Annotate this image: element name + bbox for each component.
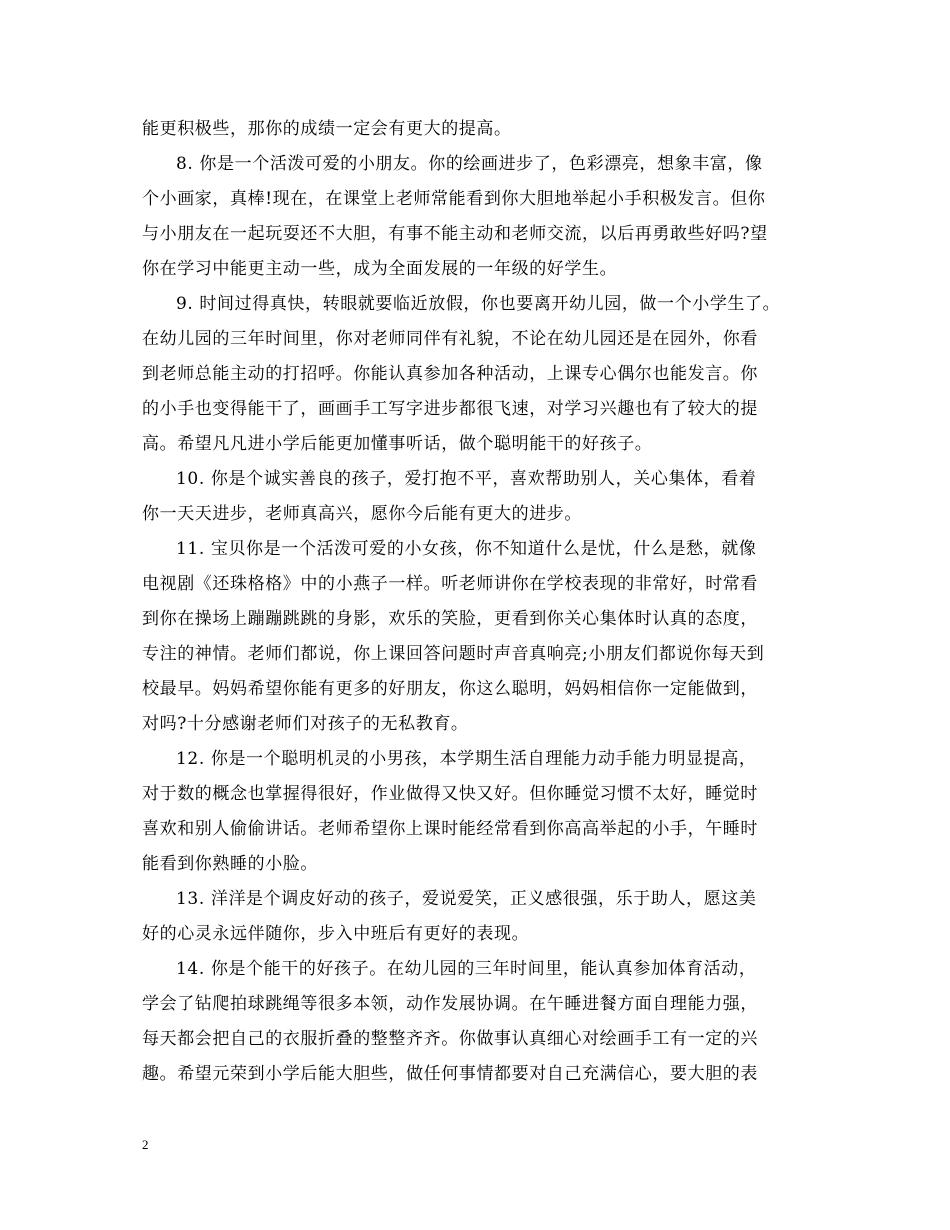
text-line: 到老师总能主动的打招呼。你能认真参加各种活动，上课专心偶尔也能发言。你 — [142, 364, 758, 384]
text-line: 12. 你是一个聪明机灵的小男孩，本学期生活自理能力动手能力明显提高， — [176, 749, 757, 769]
text-line: 你在学习中能更主动一些，成为全面发展的一年级的好学生。 — [142, 259, 618, 279]
text-line: 9. 时间过得真快，转眼就要临近放假，你也要离开幼儿园，做一个小学生了。 — [176, 294, 781, 314]
text-line: 每天都会把自己的衣服折叠的整整齐齐。你做事认真细心对绘画手工有一定的兴 — [142, 1029, 758, 1049]
text-line: 趣。希望元荣到小学后能大胆些，做任何事情都要对自己充满信心，要大胆的表 — [142, 1064, 758, 1084]
text-line: 13. 洋洋是个调皮好动的孩子，爱说爱笑，正义感很强，乐于助人，愿这美 — [176, 889, 757, 909]
text-line: 11. 宝贝你是一个活泼可爱的小女孩，你不知道什么是忧，什么是愁，就像 — [176, 539, 757, 559]
text-line: 10. 你是个诚实善良的孩子，爱打抱不平，喜欢帮助别人，关心集体，看着 — [176, 469, 757, 489]
text-line: 专注的神情。老师们都说，你上课回答问题时声音真响亮;小朋友们都说你每天到 — [142, 644, 765, 664]
text-line: 学会了钻爬拍球跳绳等很多本领，动作发展协调。在午睡进餐方面自理能力强， — [142, 994, 758, 1014]
text-line: 电视剧《还珠格格》中的小燕子一样。听老师讲你在学校表现的非常好，时常看 — [142, 574, 758, 594]
text-line: 对于数的概念也掌握得很好，作业做得又快又好。但你睡觉习惯不太好，睡觉时 — [142, 784, 758, 804]
text-line: 你一天天进步，老师真高兴，愿你今后能有更大的进步。 — [142, 504, 582, 524]
text-line: 对吗?十分感谢老师们对孩子的无私教育。 — [142, 714, 469, 734]
text-line: 好的心灵永远伴随你，步入中班后有更好的表现。 — [142, 924, 530, 944]
text-line: 校最早。妈妈希望你能有更多的好朋友，你这么聪明，妈妈相信你一定能做到， — [142, 679, 758, 699]
text-line: 8. 你是一个活泼可爱的小朋友。你的绘画进步了，色彩漂亮，想象丰富，像 — [176, 154, 763, 174]
text-line: 在幼儿园的三年时间里，你对老师同伴有礼貌，不论在幼儿园还是在园外，你看 — [142, 329, 758, 349]
text-line: 14. 你是个能干的好孩子。在幼儿园的三年时间里，能认真参加体育活动， — [176, 959, 757, 979]
text-line: 高。希望凡凡进小学后能更加懂事听话，做个聪明能干的好孩子。 — [142, 434, 653, 454]
text-line: 个小画家，真棒!现在，在课堂上老师常能看到你大胆地举起小手积极发言。但你 — [142, 189, 766, 209]
text-line: 到你在操场上蹦蹦跳跳的身影，欢乐的笑脸，更看到你关心集体时认真的态度， — [142, 609, 758, 629]
text-line: 能看到你熟睡的小脸。 — [142, 854, 318, 874]
text-line: 能更积极些，那你的成绩一定会有更大的提高。 — [142, 119, 512, 139]
text-line: 与小朋友在一起玩耍还不大胆，有事不能主动和老师交流，以后再勇敢些好吗?望 — [142, 224, 768, 244]
page-number: 2 — [142, 1137, 149, 1152]
text-line: 的小手也变得能干了，画画手工写字进步都很飞速，对学习兴趣也有了较大的提 — [142, 399, 758, 419]
text-line: 喜欢和别人偷偷讲话。老师希望你上课时能经常看到你高高举起的小手，午睡时 — [142, 819, 758, 839]
